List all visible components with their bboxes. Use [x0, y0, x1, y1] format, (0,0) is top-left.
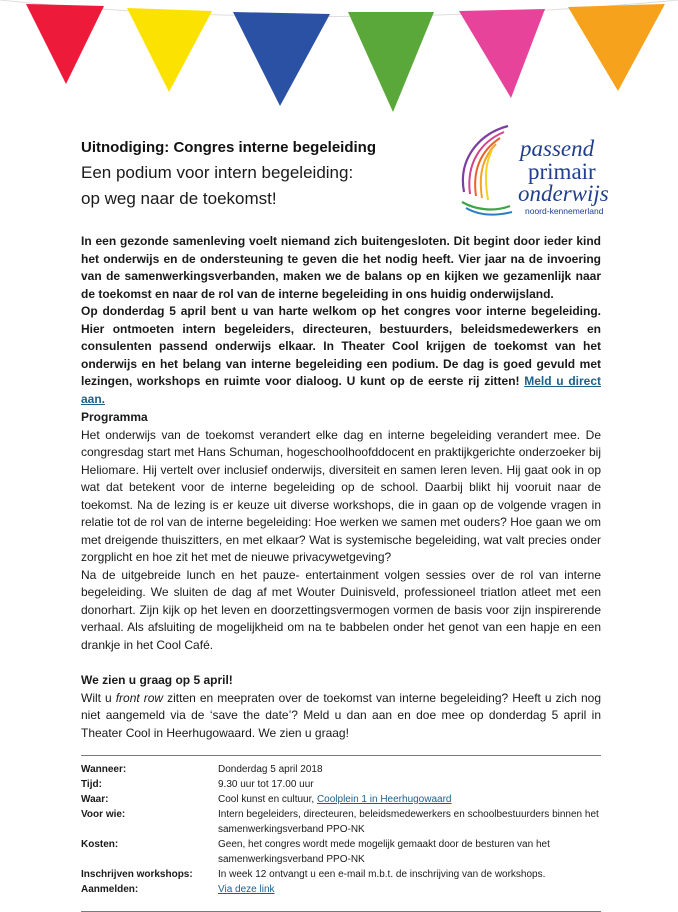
logo-text-onderwijs: onderwijs [518, 181, 609, 206]
intro-paragraph-2-text: Op donderdag 5 april bent u van harte welkom op het congres voor interne begeleiding. Hier ontmoeten intern begeleiders, directeuren, bestuurders, beleidsmedewerkers en consulenten passend onderwijs elkaar. In Theater Cool krijgen de toekomst van het onderwijs en het belang van interne begeleiding een podium. De dag is goed gevuld met lezingen, workshops en ruimte voor dialoog. U kunt op de eerste rij zitten! [81, 304, 601, 388]
detail-row-workshops [81, 867, 601, 882]
logo-passend-primair-onderwijs [448, 120, 638, 220]
detail-row-for-whom [81, 807, 601, 837]
flag-yellow [127, 8, 212, 92]
detail-row-when [81, 762, 601, 777]
page-title: Uitnodiging: Congres interne begeleiding [81, 139, 376, 156]
subtitle-line-1: Een podium voor intern begeleiding: [81, 163, 354, 182]
logo-text-passend: passend [520, 136, 595, 161]
flag-blue [233, 12, 330, 106]
intro-paragraph-1: In een gezonde samenleving voelt niemand zich buitengesloten. Dit begint door ieder kind het onderwijs en de ondersteuning te geven die het nodig heeft. Vier jaar na de invoering van de samenwerkingsverbanden, maken we de balans op en kijken we gezamenlijk naar de toekomst en naar de rol van de interne begeleiding in ons huidig onderwijsland. [81, 234, 601, 301]
detail-value: In week 12 ontvangt u een e-mail m.b.t. de inschrijving van de workshops. [218, 869, 546, 880]
detail-row-where [81, 792, 601, 807]
flag-red [26, 4, 104, 84]
logo-text-region: noord-kennemerland [525, 206, 604, 216]
register-now-link[interactable]: Meld u direct aan. [81, 374, 602, 406]
divider-top [81, 755, 601, 756]
program-heading: Programma [81, 410, 148, 424]
program-paragraph-1: Het onderwijs van de toekomst verandert elke dag en interne begeleiding verandert mee. De congresdag start met Hans Schuman, hogeschoolhoofddocent en praktijkgerichte onderzoeker bij Heliomare. Hij vertelt over inclusief onderwijs, diversiteit en samen leren leven. Hij gaat ook in op wat dat betekent voor de interne begeleiding op de school. Daarbij blikt hij vooruit naar de toekomst. Na de lezing is er keuze uit diverse workshops, die in gaan op de volgende vragen in relatie tot de rol van de interne begeleiding: Hoe werken we samen met ouders? Hoe gaan we om met dreigende thuiszitters, en met elkaar? Wat is systemische begeleiding, wat valt precies onder zorgplicht en hoe zit het met de nieuwe privacywetgeving? [81, 427, 601, 564]
flag-green [348, 12, 434, 112]
flag-orange [568, 4, 665, 91]
subtitle-line-2: op weg naar de toekomst! [81, 189, 277, 208]
logo-text-primair: primair [528, 159, 596, 184]
detail-label: Inschrijven workshops: [81, 869, 193, 880]
detail-label: Wanneer: [81, 764, 127, 775]
event-details [81, 762, 601, 897]
detail-label: Aanmelden: [81, 884, 139, 895]
detail-label: Tijd: [81, 779, 102, 790]
closing-paragraph [81, 690, 601, 743]
detail-label: Kosten: [81, 839, 119, 850]
detail-label: Voor wie: [81, 809, 126, 820]
detail-value: Donderdag 5 april 2018 [218, 764, 323, 775]
closing-heading: We zien u graag op 5 april! [81, 673, 233, 687]
detail-value [218, 792, 601, 807]
program-section [81, 409, 601, 654]
intro-section [81, 233, 601, 408]
detail-value [218, 882, 601, 897]
closing-section [81, 672, 601, 742]
intro-paragraph-2 [81, 303, 601, 408]
detail-value-text: Cool kunst en cultuur, [218, 794, 317, 805]
venue-address-link[interactable]: Coolplein 1 in Heerhugowaard [316, 794, 452, 805]
detail-value: 9.30 uur tot 17.00 uur [218, 779, 314, 790]
closing-text-start: Wilt u [81, 690, 116, 705]
detail-value: Geen, het congres wordt mede mogelijk gemaakt door de besturen van het samenwerkingsverband PPO-NK [218, 839, 550, 865]
detail-label: Waar: [81, 794, 109, 805]
flag-pink [459, 9, 545, 98]
signup-link[interactable]: Via deze link [218, 884, 275, 895]
closing-text-end: zitten en meepraten over de toekomst van interne begeleiding? Heeft u zich nog niet aangemeld via de ‘save the date’? Meld u dan aan en doe mee op donderdag 5 april in Theater Cool in Heerhugowaard. We zien u graag! [81, 690, 601, 740]
closing-emphasis: front row [115, 690, 164, 705]
detail-row-cost [81, 837, 601, 867]
bunting-flags [0, 0, 678, 125]
detail-row-time [81, 777, 601, 792]
program-paragraph-2: Na de uitgebreide lunch en het pauze- entertainment volgen sessies over de rol van interne begeleiding. We sluiten de dag af met Wouter Duinisveld, professioneel triatlon atleet met een donorhart. Zijn kijk op het leven en doorzettingsvermogen vormen de basis voor zijn inspirerende verhaal. Als afsluiting de mogelijkheid om na te babbelen onder het genot van een hapje en een drankje in het Cool Café. [81, 567, 601, 652]
detail-row-signup [81, 882, 601, 897]
logo-swirl-icon [448, 120, 528, 220]
detail-value: Intern begeleiders, directeuren, beleidsmedewerkers en schoolbestuurders binnen het samenwerkingsverband PPO-NK [218, 809, 599, 835]
